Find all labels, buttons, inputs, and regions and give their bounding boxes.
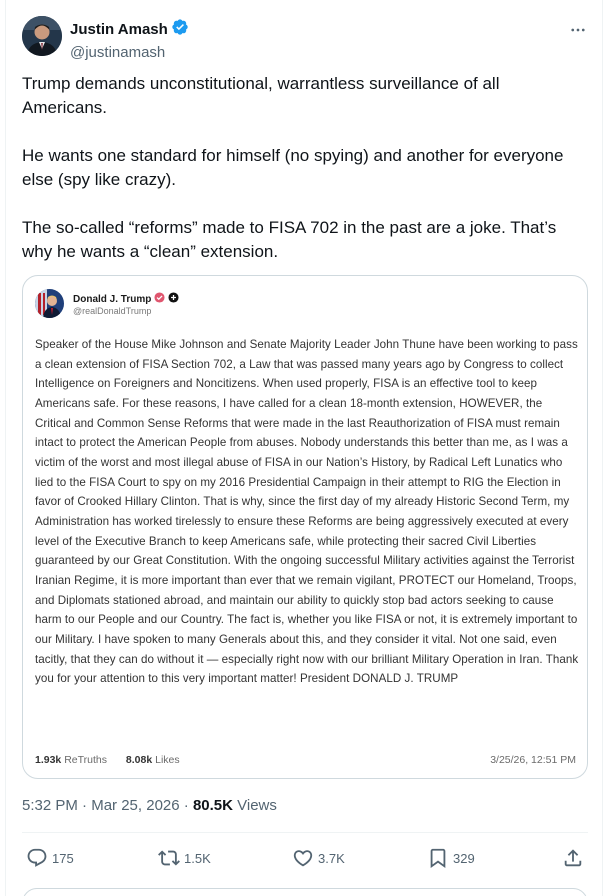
author-identity bbox=[70, 18, 189, 61]
embedded-author-avatar bbox=[35, 289, 64, 318]
reply-icon bbox=[26, 847, 48, 869]
tweet-text bbox=[22, 72, 588, 288]
bookmark-icon bbox=[427, 847, 449, 869]
embedded-post-date: 3/25/26, 12:51 PM bbox=[490, 754, 576, 766]
embedded-retruths-label: ReTruths bbox=[64, 754, 107, 766]
share-button[interactable] bbox=[562, 846, 584, 870]
views-count: 80.5K bbox=[192, 797, 233, 814]
divider bbox=[22, 832, 588, 833]
meta-separator: · bbox=[179, 797, 193, 814]
bookmark-count: 329 bbox=[453, 850, 475, 866]
views-label: Views bbox=[232, 797, 277, 814]
embedded-plus-badge-icon bbox=[168, 290, 179, 308]
heart-icon bbox=[292, 847, 314, 869]
reply-composer-card[interactable] bbox=[22, 888, 588, 896]
share-icon bbox=[562, 847, 584, 869]
embedded-likes-count: 8.08k bbox=[125, 754, 153, 766]
tweet-paragraph: Trump demands unconstitutional, warrantless surveillance of all Americans. bbox=[22, 74, 500, 117]
tweet-time[interactable]: 5:32 PM bbox=[22, 797, 78, 814]
like-button[interactable] bbox=[292, 846, 345, 870]
embedded-post-footer bbox=[35, 754, 576, 768]
embedded-author-name: Donald J. Trump bbox=[73, 293, 152, 305]
reply-count: 175 bbox=[52, 850, 74, 866]
embedded-retruths-stat bbox=[35, 754, 115, 766]
embedded-author-handle: @realDonaldTrump bbox=[73, 306, 152, 316]
tweet-meta bbox=[22, 797, 277, 814]
embedded-post-image[interactable] bbox=[22, 275, 588, 779]
author-handle[interactable]: @justinamash bbox=[70, 44, 166, 61]
repost-icon bbox=[158, 847, 180, 869]
repost-count: 1.5K bbox=[184, 850, 211, 866]
embedded-verified-icon bbox=[154, 290, 165, 308]
verified-badge-icon bbox=[171, 18, 189, 41]
more-options-icon[interactable] bbox=[568, 20, 588, 40]
embedded-likes-label: Likes bbox=[155, 754, 180, 766]
action-bar bbox=[22, 846, 588, 870]
author-name[interactable]: Justin Amash bbox=[70, 21, 168, 38]
meta-separator: · bbox=[77, 797, 92, 814]
tweet-paragraph: He wants one standard for himself (no spying) and another for everyone else (spy like crazy). bbox=[22, 146, 564, 189]
repost-button[interactable] bbox=[158, 846, 211, 870]
embedded-post-text: Speaker of the House Mike Johnson and Senate Majority Leader John Thune have been working to pass a clean extension of FISA Section 702, a Law that was passed many years ago by Congress to collect Intelligence on Foreigners and Noncitizens. When used properly, FISA is an effective tool to keep Americans safe. For these reasons, I have called for a clean 18-month extension, HOWEVER, the Critical and Common Sense Reforms that were made in the last Reauthorization of FISA must remain intact to protect the American People from abuses. Nobody understands this better than me, as I was a victim of the worst and most illegal abuse of FISA in our Nation’s History, by Radical Left Lunatics who lied to the FISA Court to spy on my 2016 Presidential Campaign in their attempt to RIG the Election in favor of Crooked Hillary Clinton. That is why, since the first day of my already Historic Second Term, my Administration has worked tirelessly to ensure these Reforms are being aggressively executed at every level of the Executive Branch to keep Americans safe, while protecting their sacred Civil Liberties guaranteed by our Great Constitution. With the ongoing successful Military activities against the Terrorist Iranian Regime, it is more important than ever that we remain vigilant, PROTECT our Homeland, Troops, and Diplomats stationed abroad, and maintain our ability to quickly stop bad actors seeking to cause harm to our People and our Country. The fact is, whether you like FISA or not, it is extremely important to our Military. I have spoken to many Generals about this, and they consider it vital. Not one said, even tacitly, that they can do without it — especially right now with our brilliant Military Operation in Iran. Thank you for your attention to this very important matter! President DONALD J. TRUMP bbox=[35, 338, 579, 686]
like-count: 3.7K bbox=[318, 850, 345, 866]
embedded-retruths-count: 1.93k bbox=[35, 754, 62, 766]
tweet-date[interactable]: Mar 25, 2026 bbox=[91, 797, 180, 814]
tweet-paragraph: The so-called “reforms” made to FISA 702 in the past are a joke. That’s why he wants a “clean” extension. bbox=[22, 218, 557, 261]
author-avatar[interactable] bbox=[22, 16, 62, 56]
reply-button[interactable] bbox=[26, 846, 74, 870]
bookmark-button[interactable] bbox=[427, 846, 475, 870]
tweet-header bbox=[22, 16, 588, 60]
embedded-likes-stat bbox=[126, 754, 188, 766]
